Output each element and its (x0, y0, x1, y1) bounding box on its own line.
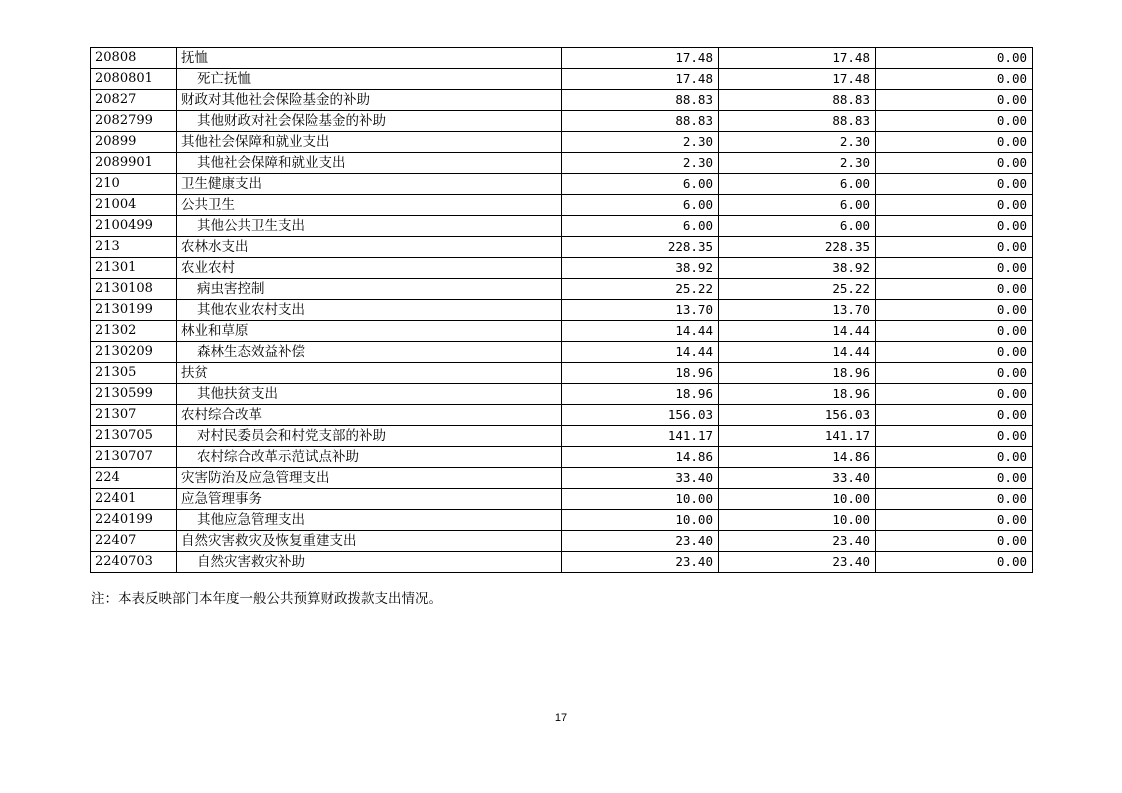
table-row (91, 48, 1033, 69)
subject-code-cell: 20808 (91, 48, 177, 69)
project-expense-cell: 0.00 (876, 69, 1033, 90)
project-expense-cell: 0.00 (876, 321, 1033, 342)
table-row (91, 363, 1033, 384)
total-cell: 2.30 (562, 132, 719, 153)
total-cell: 6.00 (562, 195, 719, 216)
subject-code-cell: 2089901 (91, 153, 177, 174)
project-expense-cell: 0.00 (876, 552, 1033, 573)
table-row (91, 195, 1033, 216)
page-number: 17 (554, 712, 568, 724)
project-expense-cell: 0.00 (876, 48, 1033, 69)
subject-name-cell: 农村综合改革示范试点补助 (177, 447, 562, 468)
subject-name-cell: 其他应急管理支出 (177, 510, 562, 531)
basic-expense-cell: 33.40 (719, 468, 876, 489)
basic-expense-cell: 23.40 (719, 531, 876, 552)
total-cell: 10.00 (562, 489, 719, 510)
total-cell: 23.40 (562, 531, 719, 552)
basic-expense-cell: 23.40 (719, 552, 876, 573)
table-row (91, 321, 1033, 342)
subject-code-cell: 2240199 (91, 510, 177, 531)
total-cell: 17.48 (562, 48, 719, 69)
project-expense-cell: 0.00 (876, 531, 1033, 552)
basic-expense-cell: 25.22 (719, 279, 876, 300)
subject-name-cell: 财政对其他社会保险基金的补助 (177, 90, 562, 111)
subject-name-cell: 农林水支出 (177, 237, 562, 258)
project-expense-cell: 0.00 (876, 468, 1033, 489)
subject-name-cell: 森林生态效益补偿 (177, 342, 562, 363)
table-row (91, 216, 1033, 237)
table-row (91, 405, 1033, 426)
subject-code-cell: 20899 (91, 132, 177, 153)
total-cell: 18.96 (562, 363, 719, 384)
subject-name-cell: 死亡抚恤 (177, 69, 562, 90)
subject-name-cell: 其他扶贫支出 (177, 384, 562, 405)
table-row (91, 426, 1033, 447)
subject-code-cell: 22401 (91, 489, 177, 510)
subject-code-cell: 224 (91, 468, 177, 489)
table-row (91, 384, 1033, 405)
subject-name-cell: 其他财政对社会保险基金的补助 (177, 111, 562, 132)
project-expense-cell: 0.00 (876, 510, 1033, 531)
total-cell: 14.44 (562, 342, 719, 363)
basic-expense-cell: 13.70 (719, 300, 876, 321)
total-cell: 18.96 (562, 384, 719, 405)
project-expense-cell: 0.00 (876, 132, 1033, 153)
project-expense-cell: 0.00 (876, 216, 1033, 237)
subject-code-cell: 2130209 (91, 342, 177, 363)
total-cell: 6.00 (562, 174, 719, 195)
project-expense-cell: 0.00 (876, 342, 1033, 363)
subject-name-cell: 其他社会保障和就业支出 (177, 132, 562, 153)
subject-code-cell: 2082799 (91, 111, 177, 132)
subject-code-cell: 2130199 (91, 300, 177, 321)
basic-expense-cell: 17.48 (719, 48, 876, 69)
table-body (91, 48, 1033, 573)
subject-code-cell: 2130705 (91, 426, 177, 447)
basic-expense-cell: 14.86 (719, 447, 876, 468)
total-cell: 228.35 (562, 237, 719, 258)
subject-code-cell: 21004 (91, 195, 177, 216)
table-row (91, 69, 1033, 90)
table-row (91, 468, 1033, 489)
table-row (91, 279, 1033, 300)
subject-code-cell: 2100499 (91, 216, 177, 237)
project-expense-cell: 0.00 (876, 90, 1033, 111)
basic-expense-cell: 18.96 (719, 384, 876, 405)
subject-name-cell: 自然灾害救灾及恢复重建支出 (177, 531, 562, 552)
basic-expense-cell: 18.96 (719, 363, 876, 384)
total-cell: 13.70 (562, 300, 719, 321)
project-expense-cell: 0.00 (876, 426, 1033, 447)
subject-code-cell: 2130108 (91, 279, 177, 300)
project-expense-cell: 0.00 (876, 195, 1033, 216)
table-row (91, 510, 1033, 531)
project-expense-cell: 0.00 (876, 111, 1033, 132)
subject-code-cell: 21301 (91, 258, 177, 279)
basic-expense-cell: 141.17 (719, 426, 876, 447)
total-cell: 156.03 (562, 405, 719, 426)
subject-code-cell: 2130599 (91, 384, 177, 405)
total-cell: 38.92 (562, 258, 719, 279)
basic-expense-cell: 10.00 (719, 510, 876, 531)
table-row (91, 153, 1033, 174)
subject-code-cell: 20827 (91, 90, 177, 111)
basic-expense-cell: 14.44 (719, 321, 876, 342)
total-cell: 14.86 (562, 447, 719, 468)
basic-expense-cell: 2.30 (719, 132, 876, 153)
project-expense-cell: 0.00 (876, 384, 1033, 405)
subject-name-cell: 扶贫 (177, 363, 562, 384)
total-cell: 10.00 (562, 510, 719, 531)
table-row (91, 489, 1033, 510)
project-expense-cell: 0.00 (876, 174, 1033, 195)
basic-expense-cell: 38.92 (719, 258, 876, 279)
table-row (91, 342, 1033, 363)
table-row (91, 258, 1033, 279)
basic-expense-cell: 6.00 (719, 174, 876, 195)
basic-expense-cell: 88.83 (719, 111, 876, 132)
total-cell: 23.40 (562, 552, 719, 573)
subject-code-cell: 2080801 (91, 69, 177, 90)
total-cell: 33.40 (562, 468, 719, 489)
project-expense-cell: 0.00 (876, 489, 1033, 510)
project-expense-cell: 0.00 (876, 447, 1033, 468)
total-cell: 14.44 (562, 321, 719, 342)
budget-table (90, 47, 1033, 573)
total-cell: 88.83 (562, 111, 719, 132)
project-expense-cell: 0.00 (876, 405, 1033, 426)
subject-code-cell: 210 (91, 174, 177, 195)
subject-name-cell: 病虫害控制 (177, 279, 562, 300)
table-row (91, 90, 1033, 111)
subject-code-cell: 22407 (91, 531, 177, 552)
subject-name-cell: 对村民委员会和村党支部的补助 (177, 426, 562, 447)
basic-expense-cell: 2.30 (719, 153, 876, 174)
table-row (91, 132, 1033, 153)
total-cell: 17.48 (562, 69, 719, 90)
total-cell: 6.00 (562, 216, 719, 237)
total-cell: 25.22 (562, 279, 719, 300)
project-expense-cell: 0.00 (876, 279, 1033, 300)
project-expense-cell: 0.00 (876, 153, 1033, 174)
table-row (91, 300, 1033, 321)
subject-name-cell: 林业和草原 (177, 321, 562, 342)
table-row (91, 447, 1033, 468)
total-cell: 141.17 (562, 426, 719, 447)
project-expense-cell: 0.00 (876, 363, 1033, 384)
subject-name-cell: 自然灾害救灾补助 (177, 552, 562, 573)
table-row (91, 531, 1033, 552)
subject-name-cell: 其他农业农村支出 (177, 300, 562, 321)
table-row (91, 552, 1033, 573)
table-row (91, 111, 1033, 132)
subject-name-cell: 卫生健康支出 (177, 174, 562, 195)
basic-expense-cell: 6.00 (719, 216, 876, 237)
subject-code-cell: 21305 (91, 363, 177, 384)
subject-name-cell: 抚恤 (177, 48, 562, 69)
table-note: 注：本表反映部门本年度一般公共预算财政拨款支出情况。 (91, 591, 442, 607)
subject-code-cell: 213 (91, 237, 177, 258)
table-row (91, 174, 1033, 195)
subject-code-cell: 2240703 (91, 552, 177, 573)
basic-expense-cell: 228.35 (719, 237, 876, 258)
total-cell: 2.30 (562, 153, 719, 174)
project-expense-cell: 0.00 (876, 237, 1033, 258)
subject-code-cell: 21307 (91, 405, 177, 426)
total-cell: 88.83 (562, 90, 719, 111)
subject-name-cell: 农村综合改革 (177, 405, 562, 426)
subject-name-cell: 农业农村 (177, 258, 562, 279)
subject-code-cell: 2130707 (91, 447, 177, 468)
basic-expense-cell: 10.00 (719, 489, 876, 510)
basic-expense-cell: 17.48 (719, 69, 876, 90)
basic-expense-cell: 156.03 (719, 405, 876, 426)
project-expense-cell: 0.00 (876, 300, 1033, 321)
basic-expense-cell: 14.44 (719, 342, 876, 363)
subject-name-cell: 灾害防治及应急管理支出 (177, 468, 562, 489)
subject-name-cell: 应急管理事务 (177, 489, 562, 510)
basic-expense-cell: 6.00 (719, 195, 876, 216)
project-expense-cell: 0.00 (876, 258, 1033, 279)
basic-expense-cell: 88.83 (719, 90, 876, 111)
subject-name-cell: 公共卫生 (177, 195, 562, 216)
table-row (91, 237, 1033, 258)
subject-name-cell: 其他社会保障和就业支出 (177, 153, 562, 174)
subject-name-cell: 其他公共卫生支出 (177, 216, 562, 237)
subject-code-cell: 21302 (91, 321, 177, 342)
